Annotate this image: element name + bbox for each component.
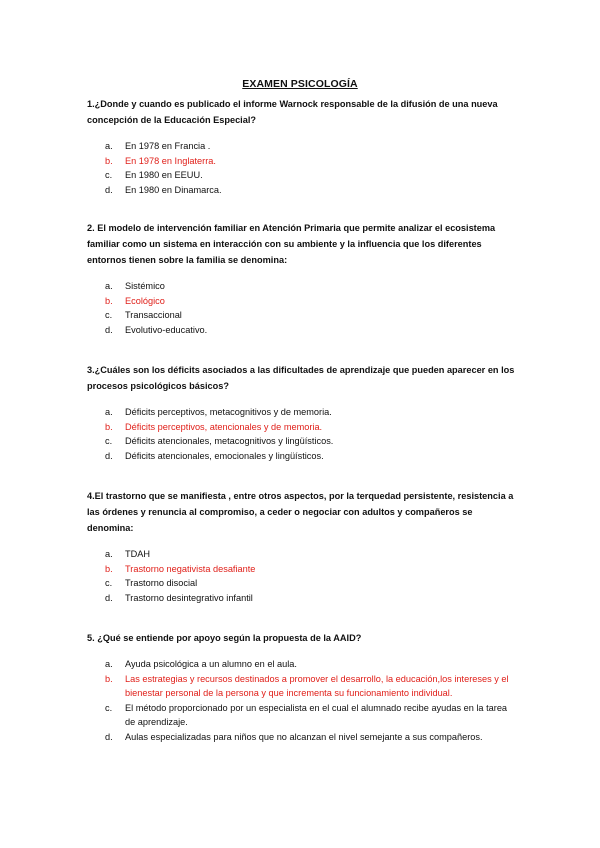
option-d (87, 591, 517, 606)
option-c (87, 168, 517, 183)
option-c (87, 576, 517, 591)
question-text: 2. El modelo de intervención familiar en Atención Primaria que permite analizar el ecosistema familiar como un sistema en interacción con su ambiente y la influencia que los diferentes entornos tienen sobre la familia se denomina: (87, 223, 496, 265)
options-list (87, 547, 517, 605)
option-text: Déficits perceptivos, metacognitivos y de memoria. (125, 407, 332, 417)
option-text: El método proporcionado por un especialista en el cual el alumnado recibe ayudas en la tarea de aprendizaje. (125, 702, 508, 727)
option-text: Sistémico (125, 281, 165, 291)
option-letter: b. (105, 295, 113, 306)
option-letter: a. (105, 407, 113, 417)
question-text: 3.¿Cuáles son los déficits asociados a las dificultades de aprendizaje que pueden aparecer en los procesos psicológicos básicos? (87, 365, 515, 391)
option-text: Ecológico (125, 295, 165, 306)
option-text: Trastorno disocial (125, 578, 198, 588)
option-text: Aulas especializadas para niños que no alcanzan el nivel semejante a sus compañeros. (125, 731, 483, 742)
option-c (87, 701, 517, 730)
option-text: TDAH (125, 549, 151, 559)
option-a (87, 547, 517, 562)
option-d (87, 183, 517, 198)
option-letter: a. (105, 281, 113, 291)
question-5 (87, 630, 517, 744)
question-2 (87, 220, 517, 337)
option-text: Ayuda psicológica a un alumno en el aula. (125, 659, 297, 669)
option-b-correct (87, 420, 517, 435)
question-text: 1.¿Donde y cuando es publicado el informe Warnock responsable de la difusión de una nueva concepción de la Educación Especial? (87, 99, 498, 125)
option-text: Déficits atencionales, emocionales y lingüísticos. (125, 450, 324, 461)
option-a (87, 405, 517, 420)
option-letter: c. (105, 436, 113, 446)
option-letter: d. (105, 592, 113, 603)
option-text: En 1978 en Inglaterra. (125, 155, 216, 166)
exam-title: EXAMEN PSICOLOGÍA (242, 78, 358, 90)
option-letter: d. (105, 450, 113, 461)
option-letter: b. (105, 155, 113, 166)
option-b-correct (87, 562, 517, 577)
options-list (87, 279, 517, 337)
option-text: Trastorno desintegrativo infantil (125, 592, 253, 603)
option-b-correct (87, 672, 517, 701)
option-text: En 1980 en Dinamarca. (125, 184, 222, 195)
option-d (87, 449, 517, 464)
option-letter: a. (105, 549, 113, 559)
option-letter: b. (105, 563, 113, 574)
option-a (87, 139, 517, 154)
option-letter: d. (105, 184, 113, 195)
option-d (87, 323, 517, 338)
option-letter: d. (105, 324, 113, 335)
options-list (87, 657, 517, 744)
option-letter: a. (105, 141, 113, 151)
option-text: En 1978 en Francia . (125, 141, 211, 151)
question-1 (87, 96, 517, 197)
option-text: Evolutivo-educativo. (125, 324, 208, 335)
option-letter: b. (105, 673, 113, 684)
option-c (87, 434, 517, 449)
option-letter: c. (105, 170, 113, 180)
options-list (87, 139, 517, 197)
question-3 (87, 362, 517, 463)
options-list (87, 405, 517, 463)
option-letter: c. (105, 310, 113, 320)
option-letter: c. (105, 578, 113, 588)
option-letter: c. (105, 702, 113, 713)
option-letter: b. (105, 421, 113, 432)
option-letter: d. (105, 731, 113, 742)
option-a (87, 279, 517, 294)
option-text: Las estrategias y recursos destinados a promover el desarrollo, la educación,los intereses y el bienestar personal de la persona y que incrementa su funcionamiento individual. (125, 673, 509, 698)
option-d (87, 730, 517, 745)
option-b-correct (87, 294, 517, 309)
question-text: 5. ¿Qué se entiende por apoyo según la propuesta de la AAID? (87, 633, 362, 643)
question-4 (87, 488, 517, 605)
option-text: Déficits atencionales, metacognitivos y lingüísticos. (125, 436, 334, 446)
option-text: Déficits perceptivos, atencionales y de memoria. (125, 421, 323, 432)
option-text: En 1980 en EEUU. (125, 170, 203, 180)
option-letter: a. (105, 659, 113, 669)
option-b-correct (87, 154, 517, 169)
question-text: 4.El trastorno que se manifiesta , entre otros aspectos, por la terquedad persistente, resistencia a las órdenes y renuncia al compromiso, a ceder o negociar con adultos y compañeros se denomina: (87, 491, 514, 533)
option-a (87, 657, 517, 672)
option-c (87, 308, 517, 323)
option-text: Trastorno negativista desafiante (125, 563, 256, 574)
option-text: Transaccional (125, 310, 182, 320)
